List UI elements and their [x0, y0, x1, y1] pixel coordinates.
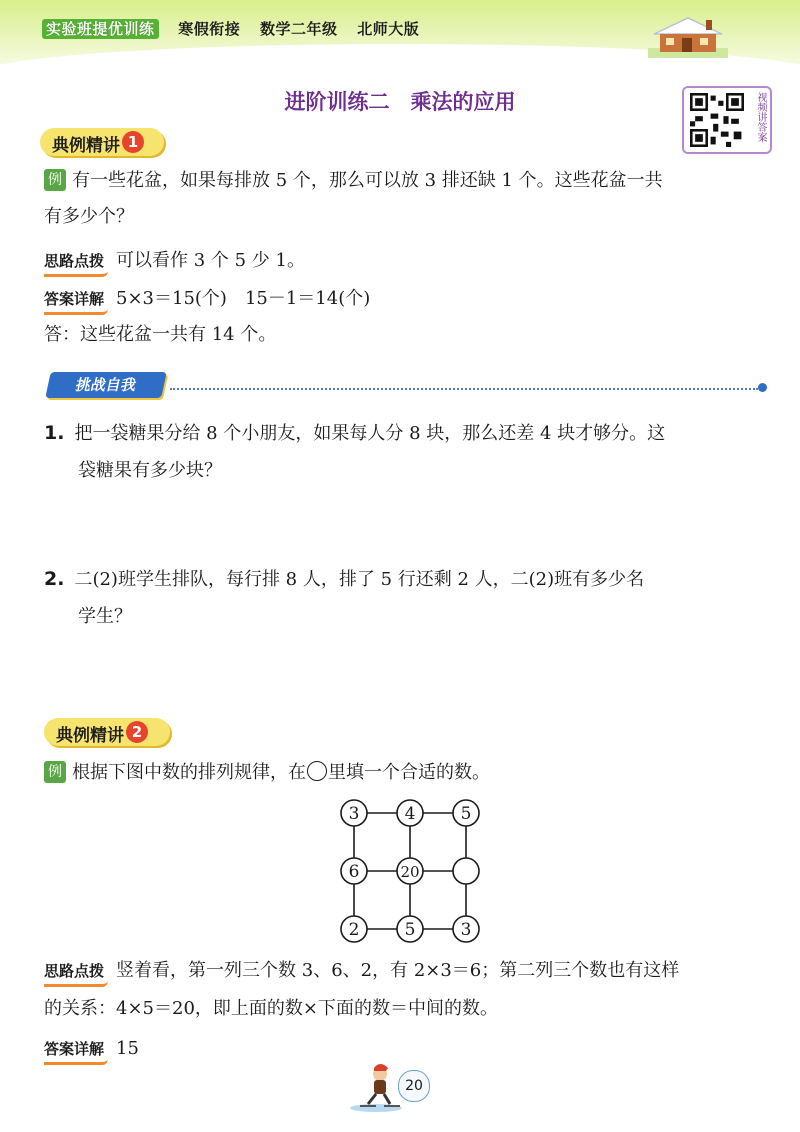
example-question-line [44, 760, 490, 786]
house-icon [648, 14, 728, 58]
hint-line [44, 958, 679, 987]
question-2 [44, 566, 644, 593]
skater-mascot-icon [346, 1062, 406, 1114]
conclusion-text: 答：这些花盆一共有 14 个。 [44, 324, 277, 345]
divider-end-dot [758, 383, 767, 392]
hint-line-2: 的关系：4×5＝20，即上面的数×下面的数＝中间的数。 [44, 998, 498, 1019]
grid-number: 3 [460, 920, 472, 940]
answer-tag: 答案详解 [44, 1036, 108, 1065]
series-header [42, 18, 433, 39]
grid-number-circle [453, 916, 479, 942]
grid-number-circle [397, 916, 423, 942]
example-question-line [44, 168, 663, 194]
grid-number: 20 [400, 863, 420, 881]
section-title: 典例精讲 [52, 136, 120, 156]
season-label: 寒假衔接 [178, 20, 241, 38]
example-question-line: 有多少个？ [44, 206, 134, 227]
question-text: 把一袋糖果分给 8 个小朋友，如果每人分 8 块，那么还差 4 块才够分。这 [74, 423, 666, 444]
grid-number-circle [397, 858, 423, 884]
brand-label: 实验班提优训练 [42, 19, 159, 39]
page-number: 20 [398, 1070, 430, 1102]
answer-tag: 答案详解 [44, 286, 108, 315]
example-tag: 例 [44, 169, 66, 191]
question-text: 二(2)班学生排队，每行排 8 人，排了 5 行还剩 2 人，二(2)班有多少名 [74, 569, 645, 590]
hint-tag: 思路点拨 [44, 248, 108, 277]
grid-number-circle [453, 800, 479, 826]
hint-tag: 思路点拨 [44, 958, 108, 987]
answer-text: 15 [116, 1038, 139, 1059]
qr-code-icon[interactable] [690, 93, 744, 147]
question-1 [44, 420, 665, 447]
grid-number-circle [341, 800, 367, 826]
hint-text: 竖着看，第一列三个数 3、6、2，有 2×3＝6；第二列三个数也有这样 [116, 960, 680, 981]
blank-circle-icon [307, 761, 327, 781]
section-number-badge: 1 [122, 131, 144, 153]
page-title: 进阶训练二 乘法的应用 [284, 90, 516, 114]
grid-blank-circle [453, 858, 479, 884]
grid-number: 2 [348, 920, 360, 940]
qr-label: 视频讲答案 [755, 92, 766, 142]
answer-text: 5×3＝15(个) 15－1＝14(个) [116, 288, 371, 309]
subject-label: 数学二年级 [260, 20, 338, 38]
question-number: 2. [44, 568, 65, 590]
grid-number: 4 [404, 804, 416, 824]
challenge-label: 挑战自我 [74, 376, 138, 394]
qr-code-panel[interactable] [682, 86, 772, 154]
dotted-divider [170, 388, 758, 390]
example-question-text: 有一些花盆，如果每排放 5 个，那么可以放 3 排还缺 1 个。这些花盆一共 [72, 170, 663, 191]
example-question-text-end: 里填一个合适的数。 [328, 762, 490, 783]
answer-line [44, 1036, 139, 1065]
grid-number: 3 [348, 804, 360, 824]
question-2-continued: 学生？ [78, 606, 132, 627]
example-tag: 例 [44, 761, 66, 783]
hint-text: 可以看作 3 个 5 少 1。 [116, 250, 305, 271]
answer-line [44, 286, 370, 315]
grid-number-circle [397, 800, 423, 826]
grid-number-circle [341, 858, 367, 884]
question-number: 1. [44, 422, 65, 444]
grid-number-circle [341, 916, 367, 942]
section-number-badge: 2 [126, 721, 148, 743]
grid-number: 5 [460, 804, 472, 824]
section-header-2 [44, 718, 170, 746]
section-title: 典例精讲 [56, 726, 124, 746]
question-1-continued: 袋糖果有多少块？ [78, 460, 222, 481]
number-grid-diagram [330, 795, 490, 945]
edition-label: 北师大版 [357, 20, 420, 38]
section-header-1 [40, 128, 164, 156]
hint-line [44, 248, 305, 277]
example-question-text: 根据下图中数的排列规律，在 [72, 762, 306, 783]
challenge-banner [45, 372, 167, 398]
grid-number: 5 [404, 920, 416, 940]
grid-number: 6 [348, 862, 360, 882]
